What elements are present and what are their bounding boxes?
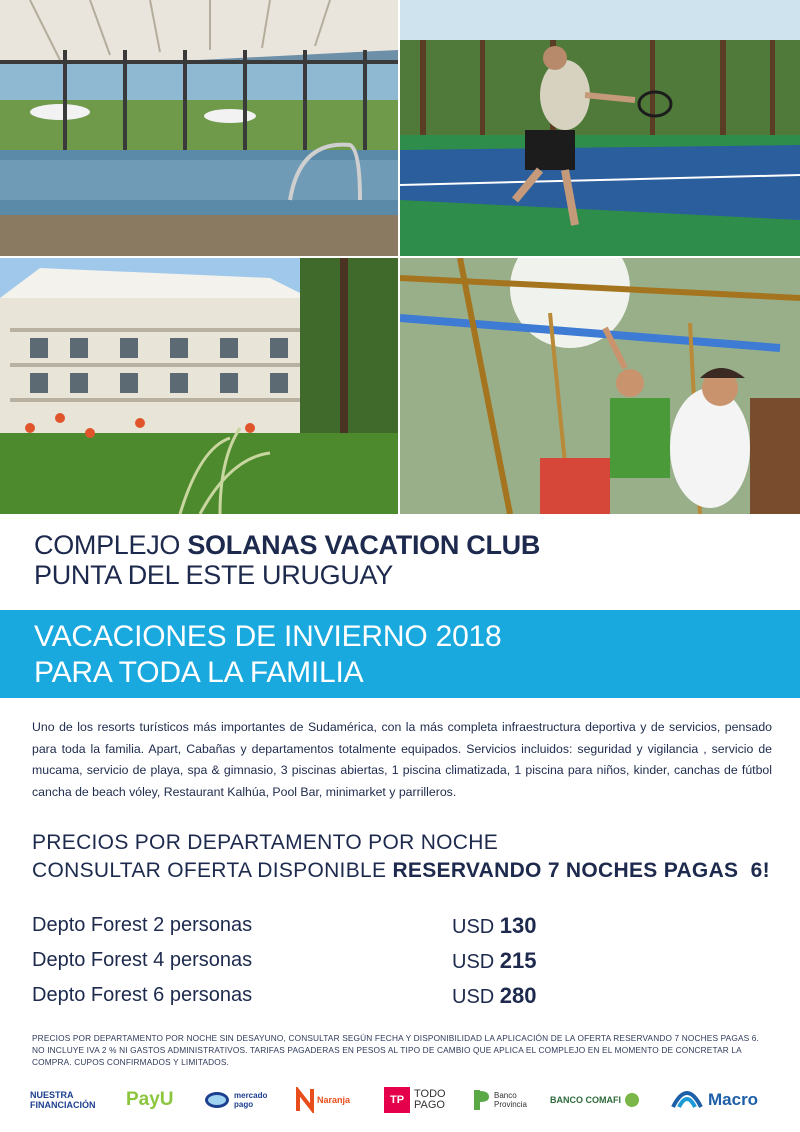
unit-price <box>452 978 537 1015</box>
macro-text: Macro <box>708 1090 759 1109</box>
currency: USD <box>452 951 495 973</box>
mp-line-1: mercado <box>234 1091 268 1100</box>
tp-line-1: TODO <box>414 1088 446 1100</box>
unit-name: Depto Forest 2 personas <box>32 914 253 936</box>
payu-text: PayU <box>126 1089 174 1110</box>
nf-line-2: FINANCIACIÓN <box>30 1100 96 1110</box>
apartment-building-photo <box>0 258 398 514</box>
complex-title <box>34 530 540 590</box>
tp-text <box>414 1089 446 1111</box>
todo-pago-logo <box>384 1080 446 1120</box>
playground-family-photo <box>400 258 800 514</box>
price-row <box>32 943 592 978</box>
macro-icon <box>670 1085 704 1115</box>
comafi-icon <box>625 1093 639 1107</box>
comafi-text: BANCO COMAFI <box>550 1095 621 1105</box>
banco-provincia-logo <box>472 1080 527 1120</box>
amount: 280 <box>499 983 537 1008</box>
naranja-n-icon <box>296 1087 314 1113</box>
bp-line-2: Provincia <box>494 1100 527 1109</box>
nuestra-financiacion-logo <box>30 1080 96 1120</box>
promo-banner <box>0 610 800 698</box>
unit-price <box>452 908 537 945</box>
tennis-player-photo <box>400 0 800 256</box>
mercado-pago-logo <box>204 1080 267 1120</box>
prices-heading-line-2 <box>32 857 770 885</box>
offer-prefix: CONSULTAR OFERTA DISPONIBLE <box>32 859 387 882</box>
banco-comafi-logo <box>550 1080 639 1120</box>
prices-heading-line-1: PRECIOS POR DEPARTAMENTO POR NOCHE <box>32 831 499 854</box>
mp-text <box>234 1091 267 1109</box>
complex-prefix: COMPLEJO <box>34 530 181 560</box>
unit-name: Depto Forest 6 personas <box>32 984 253 1006</box>
bp-text <box>494 1091 527 1109</box>
indoor-pool-photo <box>0 0 398 256</box>
price-row <box>32 908 592 943</box>
banco-provincia-icon <box>472 1088 490 1112</box>
payment-logos <box>0 1080 800 1120</box>
naranja-text: Naranja <box>317 1095 351 1105</box>
naranja-logo <box>296 1080 350 1120</box>
handshake-icon <box>204 1091 230 1109</box>
resort-description: Uno de los resorts turísticos más importantes de Sudamérica, con la más completa infraestructura deportiva y de servicios, pensado para toda la familia. Apart, Cabañas y departamentos totalmente equipados. Servicios incluidos: seguridad y vigilancia , servicio de mucama, servicio de playa, spa & gimnasio, 3 piscinas abiertas, 1 piscina climatizada, 1 piscina para niños, kinder, canchas de fútbol cancha de beach vóley, Restaurant Kalhúa, Pool Bar, minimarket y parrilleros. <box>32 720 772 799</box>
mp-line-2: pago <box>234 1100 254 1109</box>
complex-location: PUNTA DEL ESTE URUGUAY <box>34 560 393 590</box>
price-list <box>32 908 592 1013</box>
amount: 215 <box>499 948 537 973</box>
amount: 130 <box>499 913 537 938</box>
legal-disclaimer: PRECIOS POR DEPARTAMENTO POR NOCHE SIN DESAYUNO, CONSULTAR SEGÚN FECHA Y DISPONIBILIDAD LA APLICACIÓN DE LA OFERTA RESERVANDO 7 NOCHES PAGAS 6. NO INCLUYE IVA 2 % NI GASTOS ADMINISTRATIVOS. TARIFAS PAGADERAS EN PESOS AL TIPO DE CAMBIO QUE APLICA EL COMPLEJO EN EL MOMENTO DE CONCRETAR LA COMPRA. CUPOS CONFIRMADOS Y LIMITADOS. <box>32 1033 760 1067</box>
bp-line-1: Banco <box>494 1091 517 1100</box>
nf-line-1: NUESTRA <box>30 1090 74 1100</box>
complex-name: SOLANAS VACATION CLUB <box>187 530 541 560</box>
photo-grid <box>0 0 800 514</box>
prices-heading <box>32 829 770 885</box>
tp-line-2: PAGO <box>414 1099 445 1111</box>
currency: USD <box>452 986 495 1008</box>
offer-highlight: RESERVANDO 7 NOCHES PAGAS 6! <box>392 859 770 882</box>
currency: USD <box>452 916 495 938</box>
banner-line-1: VACACIONES DE INVIERNO 2018 <box>34 620 502 653</box>
payu-logo <box>126 1080 174 1120</box>
banner-line-2: PARA TODA LA FAMILIA <box>34 656 364 689</box>
tp-box: TP <box>384 1087 410 1113</box>
unit-price <box>452 943 537 980</box>
macro-logo <box>670 1080 758 1120</box>
unit-name: Depto Forest 4 personas <box>32 949 253 971</box>
price-row <box>32 978 592 1013</box>
